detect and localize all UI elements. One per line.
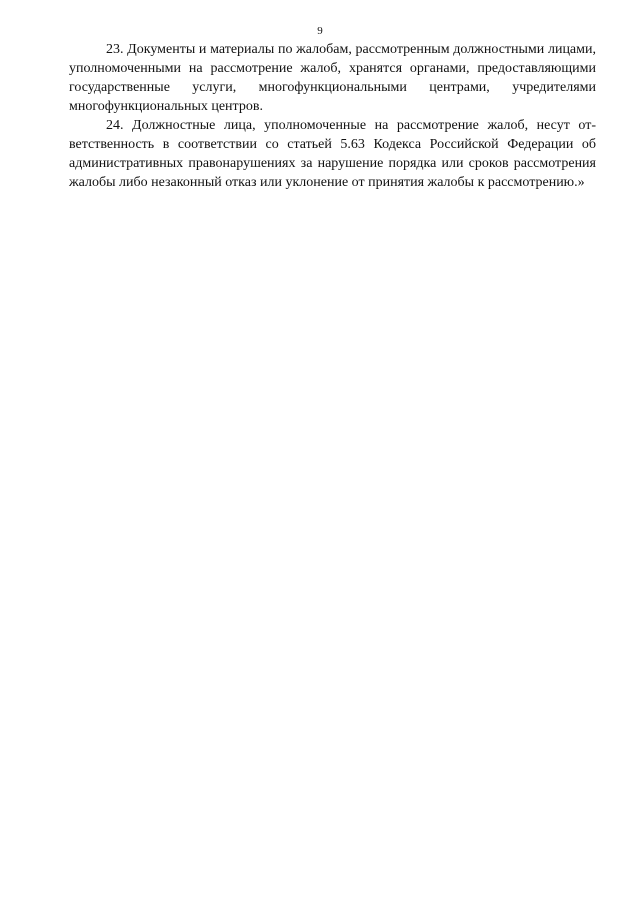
- document-body: [69, 40, 596, 192]
- page-number: 9: [317, 25, 323, 37]
- paragraph-23: 23. Документы и материалы по жалобам, рассмотренным должностными лицами, уполномоченными на рассмотрение жалоб, хранятся органами, предоставляющими государственные услуги, многофункциональными центрами, учредителями многофункциональных центров.: [69, 42, 596, 114]
- paragraph-24: 24. Должностные лица, уполномоченные на рассмотрение жалоб, несут ответственность в соответствии со статьей 5.63 Кодекса Российской Федерации об административных правонарушениях за нарушение порядка или сроков рассмотрения жалобы либо незаконный отказ или уклонение от принятия жалобы к рассмотрению.»: [69, 118, 596, 190]
